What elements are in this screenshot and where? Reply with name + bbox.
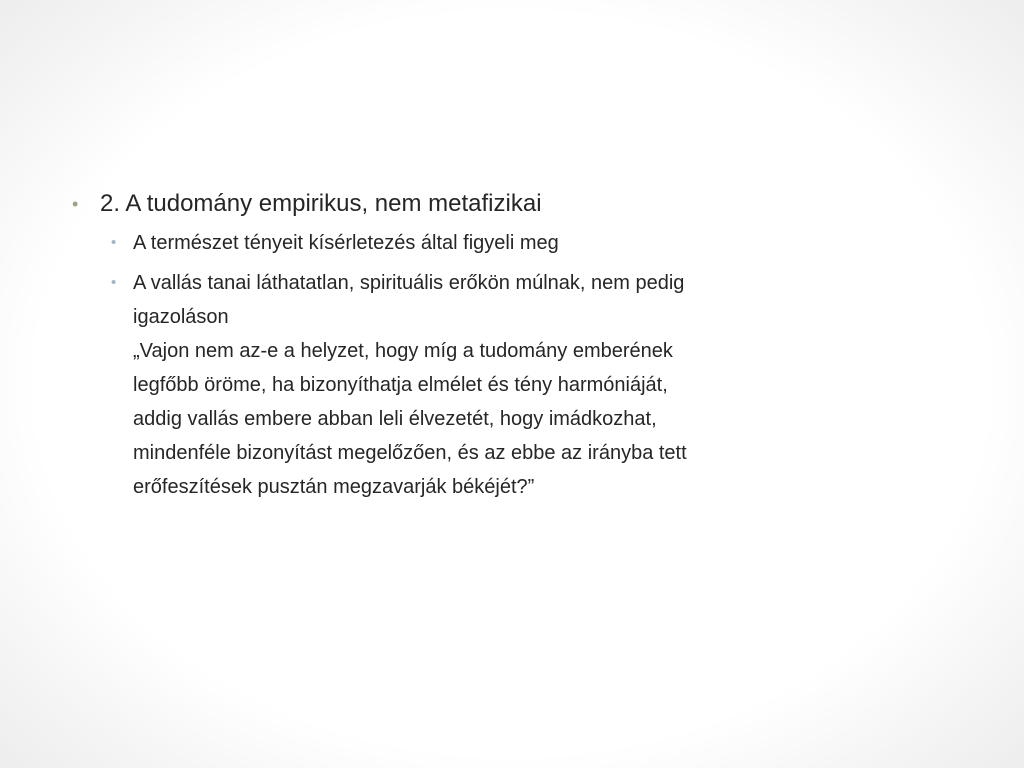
- bullet-level2-item: [111, 226, 863, 260]
- bullet-level1-text: 2. A tudomány empirikus, nem metafizikai: [100, 190, 542, 217]
- quote-line: „Vajon nem az-e a helyzet, hogy míg a tudomány emberének: [133, 340, 673, 362]
- bullet-dot-icon: •: [72, 194, 79, 214]
- bullet-level2-text: A természet tényeit kísérletezés által figyeli meg: [133, 232, 559, 254]
- bullet-level2-text-line: igazoláson: [133, 306, 229, 328]
- quote-line: addig vallás embere abban leli élvezetét, hogy imádkozhat,: [133, 408, 657, 430]
- bullet-level2-text-line: A vallás tanai láthatatlan, spirituális erőkön múlnak, nem pedig: [133, 272, 685, 294]
- bullet-dot-icon: •: [111, 234, 117, 251]
- bullet-level1: [72, 186, 872, 222]
- slide-content: [72, 186, 872, 510]
- bullet-dot-icon: •: [111, 274, 117, 291]
- quote-line: legfőbb öröme, ha bizonyíthatja elmélet és tény harmóniáját,: [133, 374, 668, 396]
- bullet-level2-item: [111, 266, 863, 504]
- quote-line: mindenféle bizonyítást megelőzően, és az ebbe az irányba tett: [133, 442, 687, 464]
- quote-line: erőfeszítések pusztán megzavarják békéjét?”: [133, 476, 535, 498]
